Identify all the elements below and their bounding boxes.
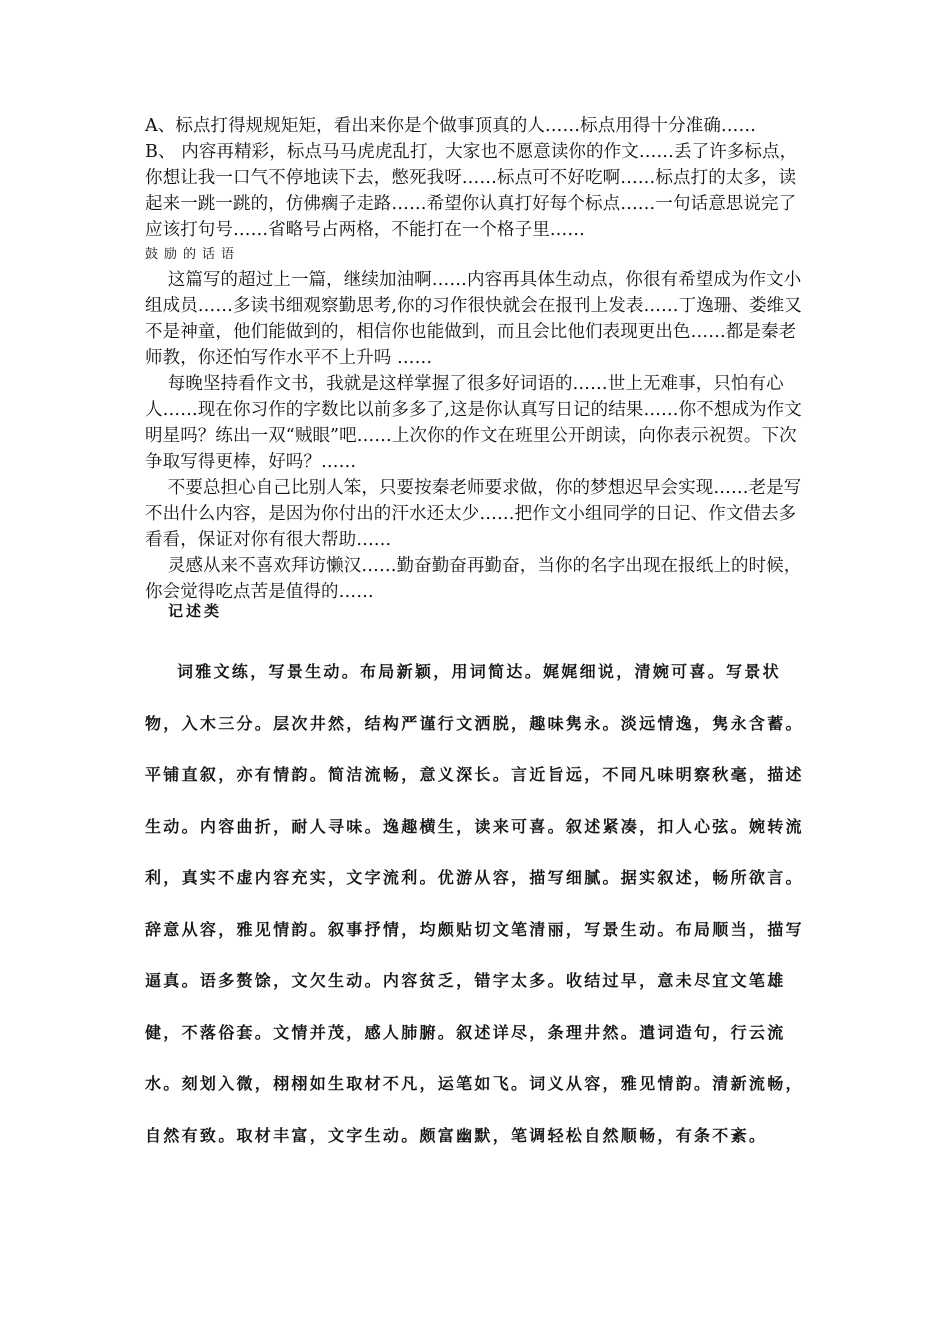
paragraph: 不要总担心自己比别人笨，只要按秦老师要求做，你的梦想迟早会实现……老是写不出什么内容，是因为你付出的汗水还太少……把作文小组同学的日记、作文借去多看看，保证对你有很大帮助…… (145, 478, 802, 550)
narrative-phrases-block (145, 646, 810, 1161)
paragraph-b: B、 内容再精彩，标点马马虎虎乱打，大家也不愿意读你的作文……丢了许多标点，你想让我一口气不停地读下去，憋死我呀……标点可不好吃啊……标点打的太多，读 起来一跳一跳的，仿佛瘸子走路……希望你认真打好每个标点……一句话意思说完了应该打句号……省略号占两格，不能打在一个格子里…… (145, 142, 798, 240)
paragraph-a: A、标点打得规规矩矩，看出来你是个做事顶真的人……标点用得十分准确…… (145, 116, 757, 136)
narrative-phrases-text: 词雅文练，写景生动。布局新颖，用词简达。娓娓细说，清婉可喜。写景状物，入木三分。层次井然，结构严谨行文洒脱，趣味隽永。淡远情逸，隽永含蓄。平铺直叙，亦有情韵。简洁流畅，意义深长。言近旨远，不同凡味明察秋毫，描述生动。内容曲折，耐人寻味。逸趣横生，读来可喜。叙述紧凑，扣人心弦。婉转流利，真实不虚内容充实，文字流利。优游从容，描写细腻。据实叙述，畅所欲言。辞意从容，雅见情韵。叙事抒情，均颇贴切文笔清丽，写景生动。布局顺当，描写逼真。语多赘馀，文欠生动。内容贫乏，错字太多。收结过早，意未尽宜文笔雄健，不落俗套。文情并茂，感人肺腑。叙述详尽，条理井然。遣词造句，行云流水。刻划入微，栩栩如生取材不凡，运笔如飞。词义从容，雅见情韵。清新流畅，自然有致。取材丰富，文字生动。颇富幽默，笔调轻松自然顺畅，有条不紊。 (145, 662, 804, 1145)
paragraph: 每晚坚持看作文书，我就是这样掌握了很多好词语的……世上无难事，只怕有心人……现在你习作的字数比以前多多了,这是你认真写日记的结果……你不想成为作文明星吗？练出一双“贼眼”吧……上次你的作文在班里公开朗读，向你表示祝贺。下次争取写得更棒，好吗？…… (145, 374, 802, 472)
section-title-narrative: 记述类 (168, 602, 223, 620)
comments-block (145, 113, 805, 605)
paragraph: 灵感从来不喜欢拜访懒汉……勤奋勤奋再勤奋，当你的名字出现在报纸上的时候，你会觉得吃点苦是值得的…… (145, 556, 802, 602)
section-heading-encouragement: 鼓励的话语 (145, 247, 241, 262)
paragraph: 这篇写的超过上一篇，继续加油啊……内容再具体生动点，你很有希望成为作文小组成员……多读书细观察勤思考,你的习作很快就会在报刊上发表……丁逸珊、娄维又不是神童，他们能做到的，相信你也能做到，而且会比他们表现更出色……都是秦老师教，你还怕写作水平不上升吗 …… (145, 270, 802, 368)
